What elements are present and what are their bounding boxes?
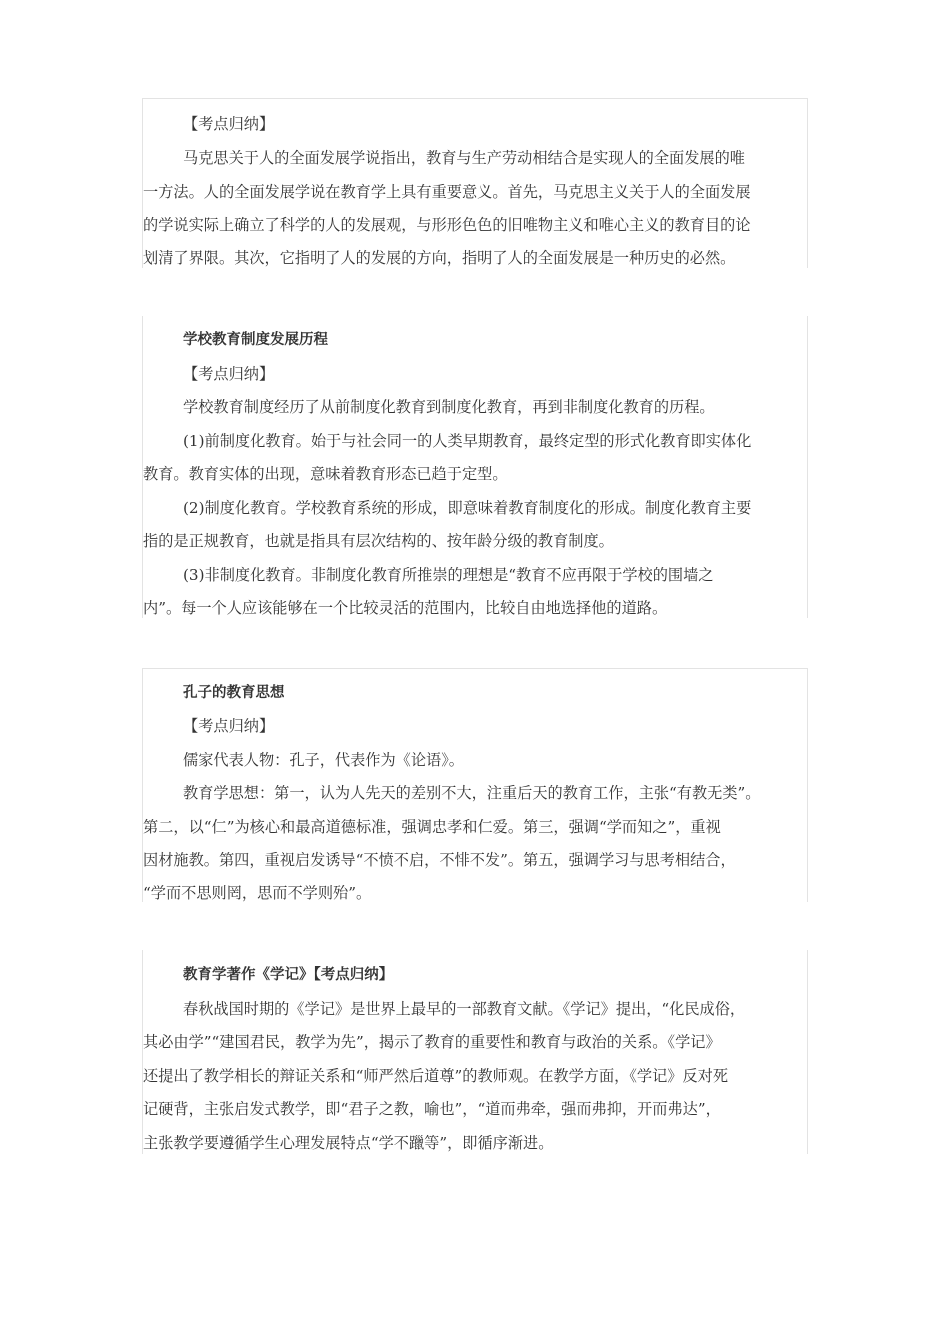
paragraph-line: 教育。教育实体的出现，意味着教育形态已趋于定型。 [143,465,508,483]
section-title: 孔子的教育思想 [183,685,285,701]
paragraph-line: 学校教育制度经历了从前制度化教育到制度化教育，再到非制度化教育的历程。 [183,398,715,416]
paragraph-line: “学而不思则罔，思而不学则殆”。 [143,884,372,902]
section-tag: 【考点归纳】 [183,365,275,383]
section-title: 教育学著作《学记》【考点归纳】 [183,967,394,983]
paragraph-line: 指的是正规教育，也就是指具有层次结构的、按年龄分级的教育制度。 [143,532,614,550]
section-title: 学校教育制度发展历程 [183,332,328,348]
paragraph-line: 马克思关于人的全面发展学说指出，教育与生产劳动相结合是实现人的全面发展的唯 [183,149,745,167]
paragraph-line: 教育学思想：第一，认为人先天的差别不大，注重后天的教育工作，主张“有教无类”。 [183,784,761,802]
paragraph-line: 儒家代表人物：孔子，代表作为《论语》。 [183,751,464,769]
section-tag: 【考点归纳】 [183,717,275,735]
section-comprehensive-development [142,98,808,268]
paragraph-line: (1)前制度化教育。始于与社会同一的人类早期教育，最终定型的形式化教育即实体化 [183,432,752,450]
paragraph-line: 内”。每一个人应该能够在一个比较灵活的范围内，比较自由地选择他的道路。 [143,599,668,617]
section-tag: 【考点归纳】 [183,115,275,133]
paragraph-line: (2)制度化教育。学校教育系统的形成，即意味着教育制度化的形成。制度化教育主要 [183,499,752,517]
section-xueji [142,950,808,1154]
paragraph-line: 划清了界限。其次，它指明了人的发展的方向，指明了人的全面发展是一种历史的必然。 [143,249,736,267]
paragraph-line: 其必由学”“建国君民，教学为先”，揭示了教育的重要性和教育与政治的关系。《学记》 [143,1033,721,1051]
paragraph-line: 第二，以“仁”为核心和最高道德标准，强调忠孝和仁爱。第三，强调“学而知之”，重视 [143,818,721,836]
paragraph-line: (3)非制度化教育。非制度化教育所推崇的理想是“教育不应再限于学校的围墙之 [183,566,714,584]
paragraph-line: 一方法。人的全面发展学说在教育学上具有重要意义。首先，马克思主义关于人的全面发展 [143,183,751,201]
paragraph-line: 记硬背，主张启发式教学，即“君子之教，喻也”，“道而弗牵，强而弗抑，开而弗达”， [143,1100,721,1118]
section-confucius-thought [142,668,808,902]
paragraph-line: 主张教学要遵循学生心理发展特点“学不躐等”，即循序渐进。 [143,1134,554,1152]
section-school-system-history [142,316,808,618]
paragraph-line: 因材施教。第四，重视启发诱导“不愤不启，不悱不发”。第五，强调学习与思考相结合， [143,851,736,869]
paragraph-line: 还提出了教学相长的辩证关系和“师严然后道尊”的教师观。在教学方面，《学记》反对死 [143,1067,729,1085]
paragraph-line: 春秋战国时期的《学记》是世界上最早的一部教育文献。《学记》提出，“化民成俗， [183,1000,746,1018]
paragraph-line: 的学说实际上确立了科学的人的发展观，与形形色色的旧唯物主义和唯心主义的教育目的论 [143,216,751,234]
